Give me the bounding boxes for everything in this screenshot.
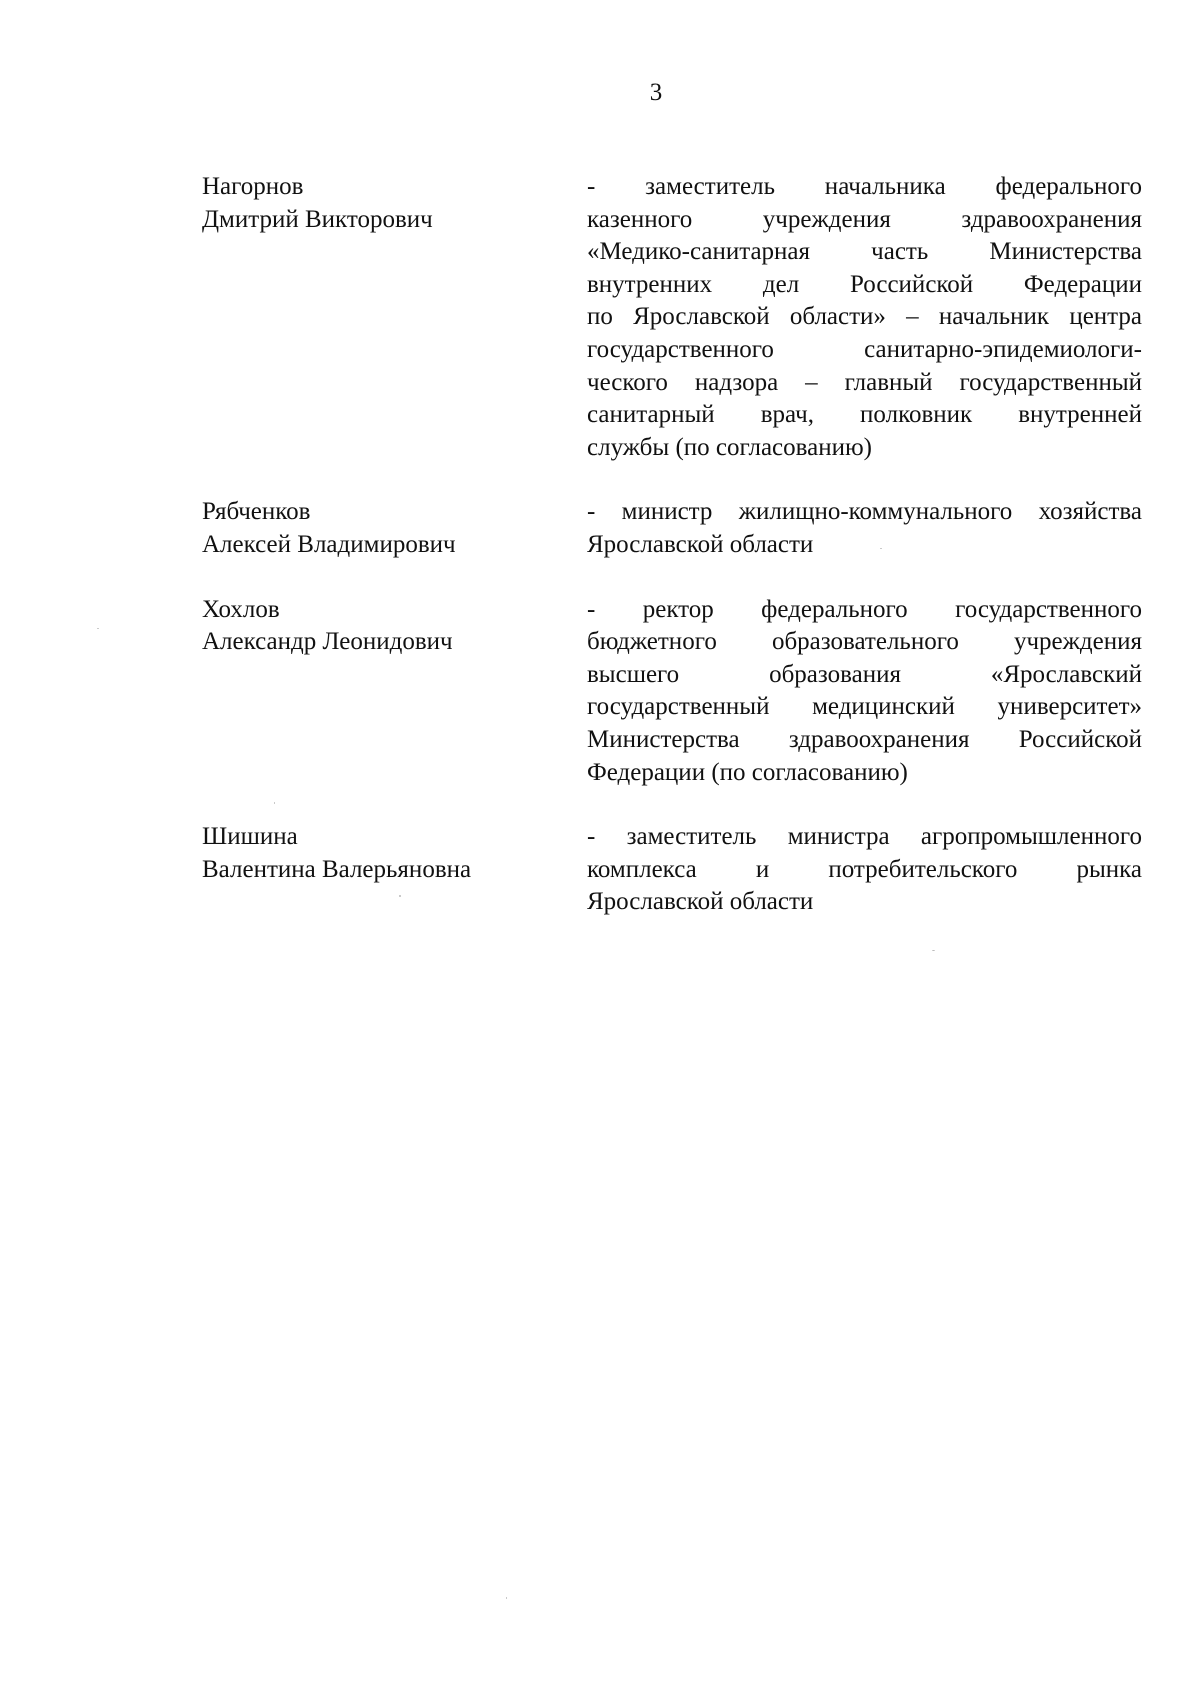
- position-line: Федерации (по согласованию): [587, 758, 908, 786]
- member-position: [587, 821, 1142, 919]
- position-line: высшего образования «Ярославский: [587, 660, 1142, 688]
- position-line: «Медико-санитарная часть Министерства: [587, 238, 1142, 266]
- position-line: - министр жилищно-коммунального хозяйства: [587, 498, 1142, 526]
- position-line: - заместитель начальника федерального: [587, 173, 1142, 200]
- member-name: [202, 171, 587, 236]
- member-given-names: Дмитрий Викторович: [202, 205, 433, 233]
- member-position: [587, 496, 1142, 561]
- member-given-names: Александр Леонидович: [202, 628, 453, 656]
- member-entry-shishina: [202, 821, 1142, 919]
- position-line: Министерства здравоохранения Российской: [587, 725, 1142, 753]
- position-line: ческого надзора – главный государственный: [587, 368, 1142, 396]
- member-given-names: Валентина Валерьяновна: [202, 855, 472, 883]
- member-position: [587, 171, 1142, 464]
- scan-speck: [97, 628, 99, 629]
- member-name: [202, 594, 587, 659]
- member-given-names: Алексей Владимирович: [202, 530, 456, 558]
- scan-speck: [880, 548, 882, 549]
- position-line: санитарный врач, полковник внутренней: [587, 401, 1142, 429]
- position-line: государственного санитарно-эпидемиологи-: [587, 335, 1142, 363]
- member-surname: Шишина: [202, 823, 298, 851]
- position-line: - заместитель министра агропромышленного: [587, 823, 1142, 851]
- member-list: [202, 171, 1142, 919]
- scan-speck: [506, 1597, 507, 1599]
- position-line: Ярославской области: [587, 888, 814, 916]
- position-line: казенного учреждения здравоохранения: [587, 205, 1142, 233]
- member-surname: Нагорнов: [202, 173, 304, 200]
- member-surname: Хохлов: [202, 595, 280, 623]
- scan-speck: [399, 895, 401, 897]
- position-line: Ярославской области: [587, 530, 814, 558]
- page-number: 3: [649, 79, 663, 106]
- position-line: бюджетного образовательного учреждения: [587, 628, 1142, 656]
- member-surname: Рябченков: [202, 498, 311, 526]
- member-name: [202, 496, 587, 561]
- member-name: [202, 821, 587, 886]
- position-line: службы (по согласованию): [587, 433, 872, 461]
- member-entry-nagornov: [202, 171, 1142, 464]
- position-line: по Ярославской области» – начальник центра: [587, 303, 1142, 331]
- position-line: внутренних дел Российской Федерации: [587, 270, 1142, 298]
- scan-speck: [932, 950, 935, 951]
- member-position: [587, 594, 1142, 790]
- scan-speck: [274, 802, 275, 804]
- position-line: государственный медицинский университет»: [587, 693, 1142, 721]
- member-entry-khokhlov: [202, 594, 1142, 790]
- position-line: - ректор федерального государственного: [587, 595, 1142, 623]
- member-entry-ryabchenkov: [202, 496, 1142, 561]
- position-line: комплекса и потребительского рынка: [587, 855, 1142, 883]
